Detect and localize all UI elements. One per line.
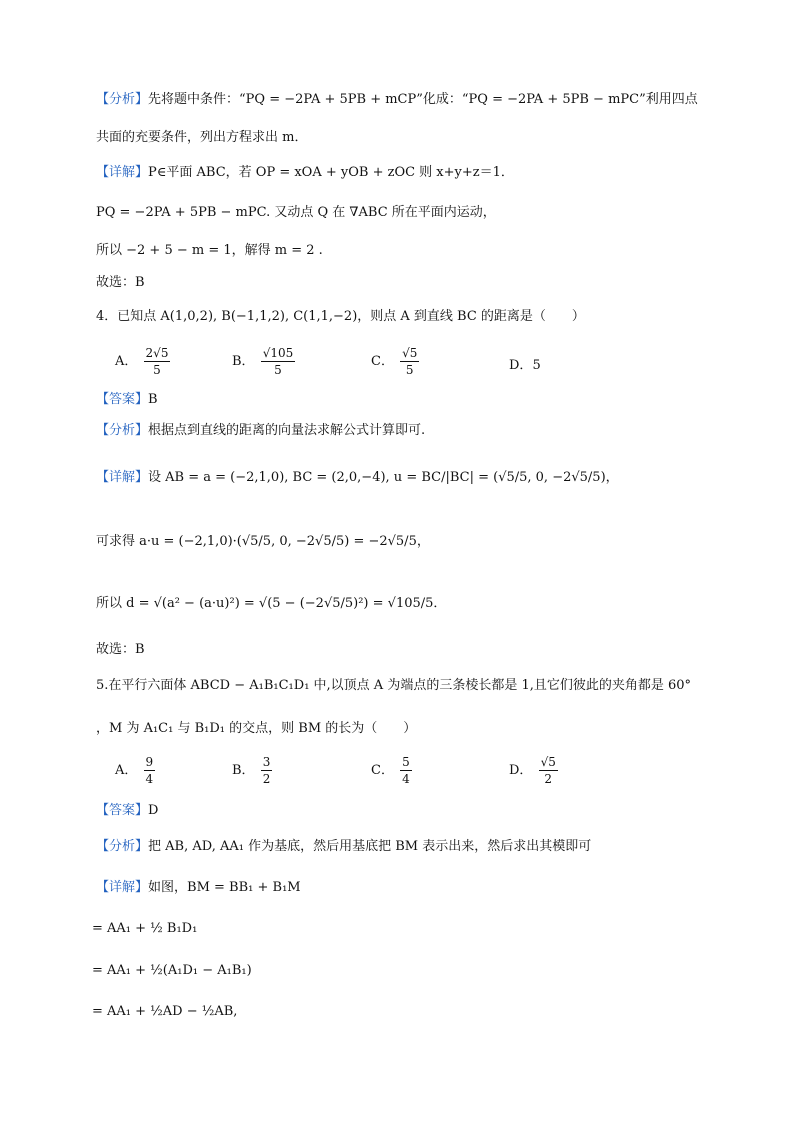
denominator: 5 <box>153 363 161 377</box>
q3-analysis <box>96 93 698 106</box>
q5-eq2: = AA₁ + ½(A₁D₁ − A₁B₁) <box>92 963 252 978</box>
analysis-tag: 【分析】 <box>96 92 149 107</box>
numerator: 3 <box>262 755 271 769</box>
q3-equation: PQ = −2PA + 5PB − mPC. 又动点 Q 在 ∇ABC 所在平面内运动， <box>96 205 496 220</box>
numerator: 2√5 <box>145 346 169 360</box>
q5-analysis <box>96 840 591 853</box>
answer-tag: 【答案】 <box>96 803 149 818</box>
q4-stem: 4．已知点 A(1,0,2), B(−1,1,2), C(1,1,−2)，则点 A 到直线 BC 的距离是（ ） <box>96 309 585 324</box>
q3-analysis-text: 先将题中条件：“PQ = −2PA + 5PB + mCP”化成：“PQ = −2PA + 5PB − mPC”利用四点 <box>148 92 698 107</box>
q5-eq3: = AA₁ + ½AD − ½AB, <box>92 1004 238 1019</box>
option-letter: C． <box>371 354 394 369</box>
q3-detail-text: P∈平面 ABC，若 OP = xOA + yOB + zOC 则 x+y+z＝1． <box>148 165 514 180</box>
q5-option-a <box>115 755 157 786</box>
denominator: 4 <box>402 772 410 786</box>
q4-option-d <box>509 354 541 373</box>
denominator: 5 <box>405 363 414 377</box>
q5-detail <box>96 881 301 894</box>
detail-tag: 【详解】 <box>96 470 149 485</box>
option-fraction <box>400 346 419 377</box>
q4-option-a <box>115 346 172 377</box>
denominator: 5 <box>274 363 282 377</box>
denominator: 2 <box>544 772 553 786</box>
numerator: √105 <box>262 346 294 360</box>
q4-detail <box>96 471 619 484</box>
q5-option-b <box>232 755 274 786</box>
q3-analysis-cont: 共面的充要条件，列出方程求出 m． <box>96 130 308 145</box>
q4-detail-text: 设 AB = a = (−2,1,0), BC = (2,0,−4), u = BC/|BC| = (√5/5, 0, −2√5/5)， <box>148 470 619 485</box>
option-letter: B． <box>232 763 255 778</box>
q4-step3: 所以 d = √(a² − (a·u)²) = √(5 − (−2√5/5)²) = √105/5． <box>96 596 447 611</box>
numerator: √5 <box>402 346 418 360</box>
option-fraction <box>144 346 171 377</box>
q5-options <box>115 755 675 791</box>
q4-option-b <box>232 346 297 377</box>
q4-option-c <box>371 346 421 377</box>
q5-stem-cont: ，M 为 A₁C₁ 与 B₁D₁ 的交点，则 BM 的长为（ ） <box>96 721 417 736</box>
option-letter: D． <box>509 358 533 373</box>
numerator: 5 <box>402 755 410 769</box>
option-fraction <box>261 755 273 786</box>
q4-options <box>115 346 675 382</box>
analysis-tag: 【分析】 <box>96 423 149 438</box>
q5-answer <box>96 804 158 817</box>
q4-analysis <box>96 424 425 437</box>
q4-analysis-text: 根据点到直线的距离的向量法求解公式计算即可. <box>148 423 426 438</box>
option-fraction <box>144 755 156 786</box>
q4-choice: 故选：B <box>96 642 145 657</box>
q5-analysis-text: 把 AB, AD, AA₁ 作为基底，然后用基底把 BM 表示出来，然后求出其模即可 <box>148 839 592 854</box>
q3-solve: 所以 −2 + 5 − m = 1，解得 m = 2 . <box>96 243 323 258</box>
denominator: 4 <box>145 772 154 786</box>
q4-answer <box>96 393 158 406</box>
option-letter: A． <box>115 763 138 778</box>
q3-choice: 故选：B <box>96 275 145 290</box>
option-value: 5 <box>532 358 541 373</box>
denominator: 2 <box>262 772 271 786</box>
numerator: √5 <box>540 755 556 769</box>
q4-answer-text: B <box>148 392 158 407</box>
option-letter: A． <box>115 354 138 369</box>
option-letter: C． <box>371 763 394 778</box>
q3-detail <box>96 166 514 179</box>
q5-detail-text: 如图，BM = BB₁ + B₁M <box>148 880 301 895</box>
analysis-tag: 【分析】 <box>96 839 149 854</box>
q5-stem: 5.在平行六面体 ABCD − A₁B₁C₁D₁ 中,以顶点 A 为端点的三条棱长都是 1,且它们彼此的夹角都是 60° <box>96 678 692 693</box>
q4-step2: 可求得 a·u = (−2,1,0)·(√5/5, 0, −2√5/5) = −2√5/5， <box>96 534 430 549</box>
q5-eq1: = AA₁ + ½ B₁D₁ <box>92 921 198 936</box>
detail-tag: 【详解】 <box>96 880 149 895</box>
q5-answer-text: D <box>148 803 159 818</box>
answer-tag: 【答案】 <box>96 392 149 407</box>
q5-option-d <box>509 755 560 786</box>
option-letter: D． <box>509 763 533 778</box>
option-fraction <box>261 346 296 377</box>
numerator: 9 <box>145 755 154 769</box>
detail-tag: 【详解】 <box>96 165 149 180</box>
option-fraction <box>400 755 412 786</box>
q5-option-c <box>371 755 414 786</box>
option-fraction <box>539 755 558 786</box>
option-letter: B． <box>232 354 255 369</box>
